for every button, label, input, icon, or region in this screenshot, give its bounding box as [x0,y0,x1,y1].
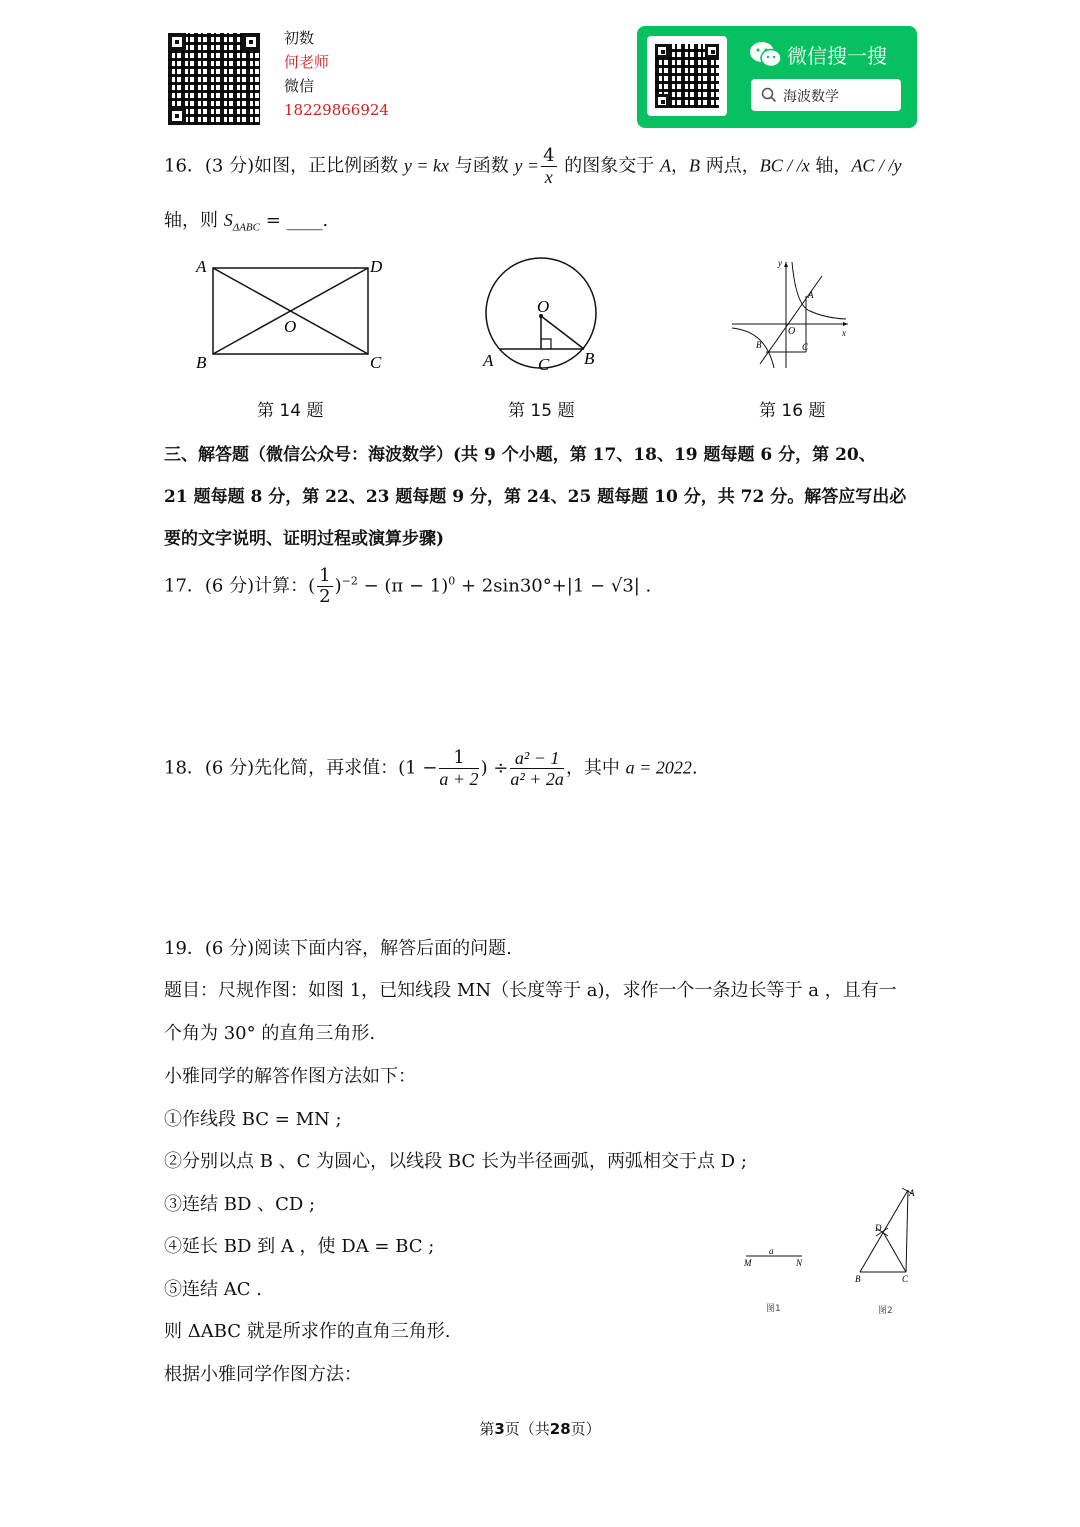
search-icon [761,87,777,103]
q18: 18．(6 分)先化简，再求值：(1 − $\frac{1}{a + 2}$ ) ÷ $\frac{\text{a² − 1}}{\text{a² + 2a}}$ ，其中 a = 2022. [164,747,698,789]
header-line1: 初数 [284,29,315,47]
wechat-search-banner[interactable] [637,26,917,128]
figure-14-rectangle [190,252,390,377]
caption-16: 第 16 题 [759,401,826,421]
q19-line6: 根据小雅同学作图方法： [164,1364,362,1385]
q19-step2: ②分别以点 B 、C 为圆心，以线段 BC 长为半径画弧，两弧相交于点 D ; [164,1151,747,1172]
rect-label-c: C [370,353,382,372]
wechat-search-title: 微信搜一搜 [787,44,887,68]
q19-line3: 个角为 30° 的直角三角形. [164,1023,376,1044]
q16-line2: 轴，则 $S_{\Delta ABC}$ = ____. [164,210,329,234]
fig1-caption: 图1 [766,1304,781,1314]
caption-14: 第 14 题 [257,401,324,421]
teacher-name: 何老师 [284,53,330,71]
graph-label-a: A [808,290,814,300]
section3-line3: 要的文字说明、证明过程或演算步骤) [164,529,445,549]
wechat-qr-box [647,36,727,116]
wechat-search-text: 海波数学 [783,89,839,105]
graph-label-c: C [802,342,809,352]
fig2-label-d: D [875,1223,882,1233]
figure-15-circle [478,254,608,380]
wechat-logo-icon [749,40,783,70]
fig2-label-b: B [855,1274,861,1284]
figure-19-1 [736,1244,812,1320]
fraction-1-over-2: $\frac{1}{2}$ [319,565,331,607]
fig1-label-n: N [796,1258,803,1268]
q19-line4: 小雅同学的解答作图方法如下： [164,1066,416,1087]
header-line3: 微信 [284,77,315,95]
q17: 17．(6 分)计算：( $\frac{1}{2}$ )$^{-2} - (\pi - 1)^0 + 2\sin 30^\circ+|1 - √3|$ . [164,565,652,607]
q19-line5: 则 ΔABC 就是所求作的直角三角形. [164,1321,451,1342]
section3-line2: 21 题每题 8 分，第 22、23 题每题 9 分，第 24、25 题每题 10 分，共 72 分。解答应写出必 [164,487,907,507]
page-number: 3 [494,1420,505,1438]
graph-label-x: x [842,328,846,338]
circle-label-o: O [537,297,550,316]
page-footer: 第3页（共28页） [479,1420,601,1438]
q16-line1: 16．(3 分)如图，正比例函数 y = kx 与函数 y = $\frac{4}{x}$ 的图象交于 A，B 两点，BC / /x 轴，AC / /y [164,145,902,187]
fig1-label-a: a [769,1246,774,1256]
rect-label-d: D [370,257,383,276]
fig2-label-c: C [902,1274,909,1284]
rect-label-a: A [196,257,207,276]
figure-16-graph [730,256,854,372]
circle-label-a: A [483,351,494,370]
circle-label-b: B [584,349,595,368]
graph-label-o: O [788,326,796,337]
graph-label-b: B [756,340,762,350]
page-total: 28 [549,1420,571,1438]
rect-label-o: O [284,317,297,336]
fraction-a-squared: $\frac{\text{a² − 1}}{\text{a² + 2a}}$ [510,748,564,789]
circle-label-c: C [538,355,550,374]
section3-line1: 三、解答题（微信公众号：海波数学）(共 9 个小题，第 17、18、19 题每题 6 分，第 20、 [164,445,876,465]
fraction-4-over-x: $\frac{4}{x}$ [543,145,555,187]
fig1-label-m: M [744,1258,752,1268]
wechat-qr-code [655,44,719,108]
fig2-caption: 图2 [878,1306,893,1316]
q19-step1: ①作线段 BC = MN ; [164,1109,342,1130]
fraction-1-over-a-plus-2: $\frac{1}{a + 2}$ [439,747,479,789]
q19-line1: 19．(6 分)阅读下面内容，解答后面的问题. [164,938,512,959]
caption-15: 第 15 题 [508,401,575,421]
header-info [284,26,389,122]
qr-code [168,33,260,125]
graph-label-y: y [778,258,782,268]
q19-step5: ⑤连结 AC . [164,1279,262,1300]
wechat-search-box[interactable] [751,79,901,111]
fig2-label-a: A [909,1188,915,1198]
q19-line2: 题目：尺规作图：如图 1，已知线段 MN（长度等于 a)，求作一个一条边长等于 a ，且有一 [164,980,897,1001]
phone-number: 18229866924 [284,101,389,119]
figure-19-2 [850,1184,922,1318]
rect-label-b: B [196,353,207,372]
q19-step4: ④延长 BD 到 A ，使 DA = BC ; [164,1236,435,1257]
q19-step3: ③连结 BD 、CD ; [164,1194,316,1215]
